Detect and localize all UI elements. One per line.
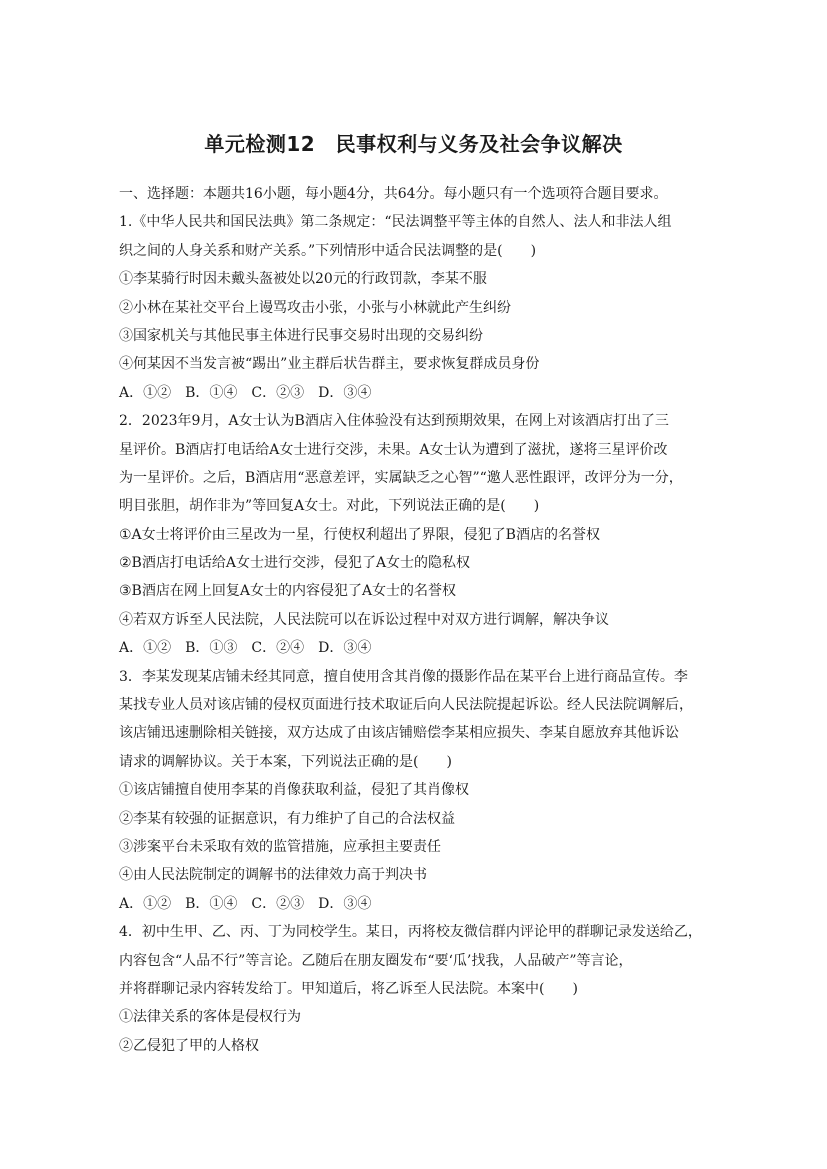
statement: ③涉案平台未采取有效的监管措施，应承担主要责任 <box>119 838 441 855</box>
statement: ④若双方诉至人民法院，人民法院可以在诉讼过程中对双方进行调解，解决争议 <box>119 611 609 628</box>
question-stem-line: 为一星评价。之后，B酒店用“恶意差评，实属缺乏之心智”“邀人恶性跟评，改评分为一分， <box>119 469 683 486</box>
question-stem-line: 请求的调解协议。关于本案，下列说法正确的是( ) <box>119 753 452 770</box>
statement: ①A女士将评价由三星改为一星，行使权利超出了界限，侵犯了B酒店的名誉权 <box>119 526 600 543</box>
question-stem-line: 并将群聊记录内容转发给丁。甲知道后，将乙诉至人民法院。本案中( ) <box>119 980 578 997</box>
statement: ①法律关系的客体是侵权行为 <box>119 1009 301 1026</box>
statement: ③B酒店在网上回复A女士的内容侵犯了A女士的名誉权 <box>119 583 457 600</box>
question-stem-line: 星评价。B酒店打电话给A女士进行交涉，未果。A女士认为遭到了滋扰，遂将三星评价改 <box>119 441 668 458</box>
question-4 <box>119 918 711 1060</box>
statement: ②B酒店打电话给A女士进行交涉，侵犯了A女士的隐私权 <box>119 555 471 572</box>
question-stem-line: 织之间的人身关系和财产关系。”下列情形中适合民法调整的是( ) <box>119 242 537 259</box>
question-stem-line: 1.《中华人民共和国民法典》第二条规定：“民法调整平等主体的自然人、法人和非法人组 <box>119 214 672 231</box>
answer-options: A．①② B．①④ C．②③ D．③④ <box>119 384 372 401</box>
question-stem-line: 明目张胆，胡作非为”等回复A女士。对此，下列说法正确的是( ) <box>119 498 540 515</box>
question-content <box>119 180 711 1060</box>
section-heading: 一、选择题：本题共16小题，每小题4分，共64分。每小题只有一个选项符合题目要求。 <box>119 186 668 202</box>
question-stem-line: 某找专业人员对该店铺的侵权页面进行技术取证后向人民法院提起诉讼。经人民法院调解后， <box>119 697 693 714</box>
question-stem-line: 该店铺迅速删除相关链接，双方达成了由该店铺赔偿李某相应损失、李某自愿放弃其他诉讼 <box>119 725 679 742</box>
statement: ④何某因不当发言被“踢出”业主群后状告群主，要求恢复群成员身份 <box>119 356 540 373</box>
question-stem-line: 3．李某发现某店铺未经其同意，擅自使用含其肖像的摄影作品在某平台上进行商品宣传。李 <box>119 668 688 685</box>
statement: ④由人民法院制定的调解书的法律效力高于判决书 <box>119 867 427 884</box>
question-3 <box>119 663 711 919</box>
answer-options: A．①② B．①③ C．②④ D．③④ <box>119 640 372 657</box>
page-title: 单元检测12 民事权利与义务及社会争议解决 <box>204 132 623 156</box>
statement: ①该店铺擅自使用李某的肖像获取利益，侵犯了其肖像权 <box>119 782 469 799</box>
question-2 <box>119 407 711 663</box>
statement: ②李某有较强的证据意识，有力维护了自己的合法权益 <box>119 810 455 827</box>
statement: ①李某骑行时因未戴头盔被处以20元的行政罚款，李某不服 <box>119 271 487 288</box>
question-1 <box>119 208 711 407</box>
statement: ②乙侵犯了甲的人格权 <box>119 1037 259 1054</box>
question-stem-line: 内容包含“人品不行”等言论。乙随后在朋友圈发布“要‘瓜’找我，人品破产”等言论， <box>119 952 633 969</box>
statement: ③国家机关与其他民事主体进行民事交易时出现的交易纠纷 <box>119 327 483 344</box>
answer-options: A．①② B．①④ C．②③ D．③④ <box>119 895 372 912</box>
statement: ②小林在某社交平台上谩骂攻击小张，小张与小林就此产生纠纷 <box>119 299 511 316</box>
question-stem-line: 4．初中生甲、乙、丙、丁为同校学生。某日，丙将校友微信群内评论甲的群聊记录发送给乙， <box>119 924 702 941</box>
question-stem-line: 2．2023年9月，A女士认为B酒店入住体验没有达到预期效果，在网上对该酒店打出了三 <box>119 413 669 430</box>
